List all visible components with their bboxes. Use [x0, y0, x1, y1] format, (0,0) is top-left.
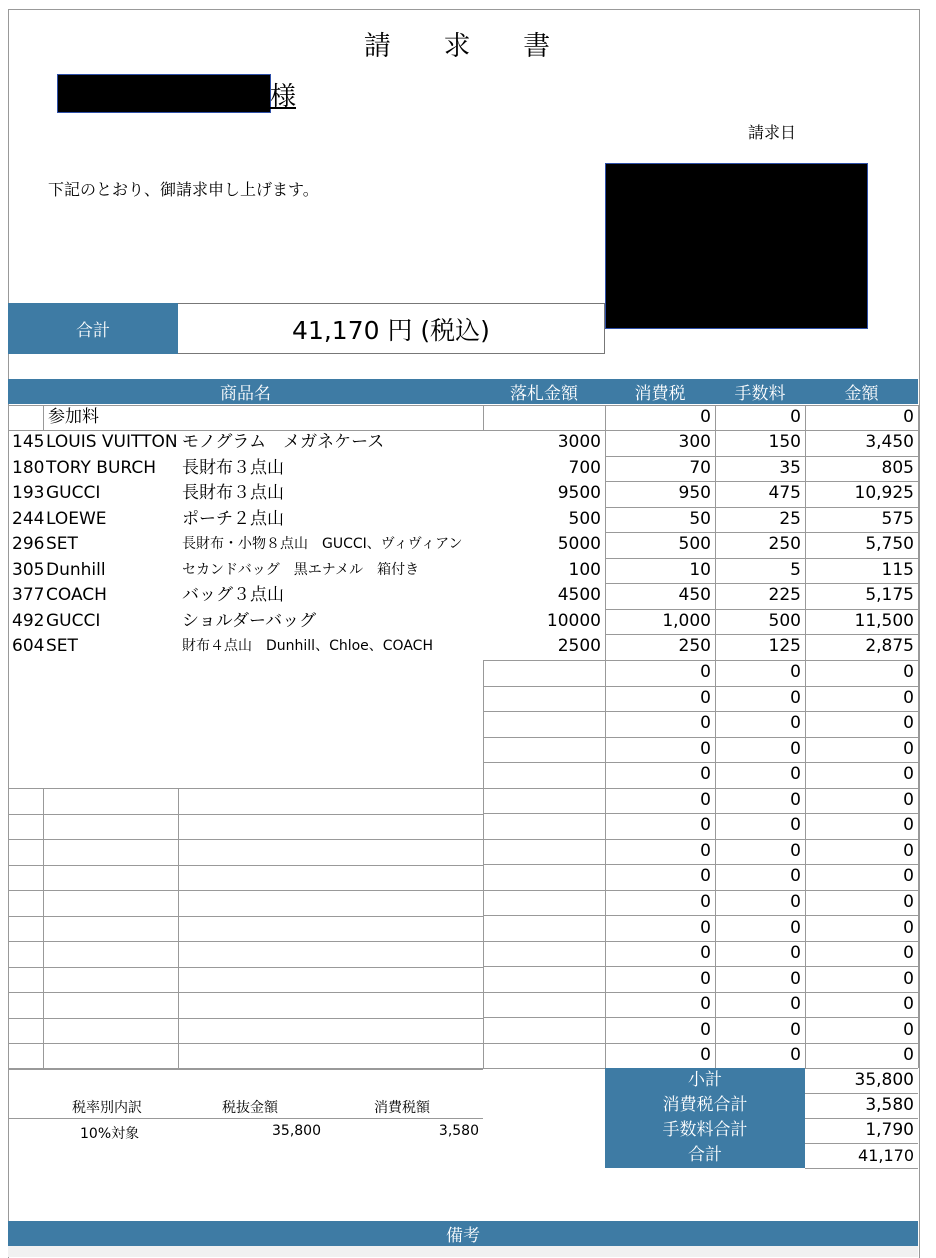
empty-amount: 0: [903, 840, 914, 861]
fee: 250: [768, 534, 801, 554]
grid-line: [8, 405, 918, 406]
empty-table-row: [8, 711, 918, 736]
empty-table-row: [8, 864, 918, 889]
empty-fee: 0: [790, 713, 801, 734]
lot-number: 492: [12, 610, 45, 631]
empty-tax: 0: [700, 713, 711, 734]
lot-number: 305: [12, 559, 45, 580]
bid-amount: 5000: [557, 534, 601, 554]
empty-amount: 0: [903, 1045, 914, 1066]
grid-line: [8, 788, 9, 1068]
empty-fee: 0: [790, 866, 801, 887]
item-description: ショルダーバッグ: [182, 610, 317, 631]
empty-amount: 0: [903, 891, 914, 912]
brand-name: GUCCI: [46, 610, 101, 631]
brand-name: GUCCI: [46, 483, 101, 503]
empty-tax: 0: [700, 891, 711, 912]
bid-amount: 100: [568, 559, 601, 580]
honorific: 様: [270, 82, 297, 112]
header-fee: 手数料: [715, 379, 805, 404]
lot-number: 193: [12, 483, 45, 503]
table-row: [8, 634, 918, 659]
notes-header: 備考: [8, 1221, 918, 1246]
grid-line: [605, 609, 918, 610]
invoice-title: 請 求 書: [363, 31, 573, 62]
fee: 35: [779, 457, 801, 478]
table-row: [8, 583, 918, 608]
tax-total-value: 3,580: [865, 1095, 914, 1115]
grid-line: [605, 481, 918, 482]
bid-amount: 4500: [557, 585, 601, 605]
empty-table-row: [8, 916, 918, 941]
grid-line: [8, 992, 483, 993]
empty-amount: 0: [903, 662, 914, 682]
empty-fee: 0: [790, 943, 801, 964]
table-row: [8, 532, 918, 557]
grid-line: [8, 865, 483, 866]
grid-line: [8, 814, 483, 815]
lot-number: 244: [12, 508, 45, 529]
consumption-tax: 250: [678, 636, 711, 656]
grid-line: [605, 532, 918, 533]
empty-fee: 0: [790, 891, 801, 912]
empty-tax: 0: [700, 1019, 711, 1040]
empty-fee: 0: [790, 917, 801, 938]
grid-line: [8, 941, 483, 942]
empty-table-row: [8, 788, 918, 813]
item-description: モノグラム メガネケース: [182, 432, 385, 452]
table-row: [8, 481, 918, 506]
participation-fee-tax: 0: [700, 407, 711, 427]
grid-line: [483, 1043, 918, 1044]
grid-line: [8, 405, 9, 430]
summary-divider: [805, 1118, 918, 1119]
consumption-tax: 10: [689, 559, 711, 580]
consumption-tax: 300: [678, 432, 711, 452]
empty-tax: 0: [700, 815, 711, 836]
grid-line: [483, 686, 918, 687]
empty-table-row: [8, 890, 918, 915]
participation-fee-label: 参加料: [48, 407, 99, 427]
empty-tax: 0: [700, 1045, 711, 1066]
tax-breakdown-divider: [8, 1118, 483, 1119]
empty-amount: 0: [903, 713, 914, 734]
grid-line: [483, 890, 918, 891]
grand-total-value: 41,170: [858, 1146, 914, 1165]
empty-fee: 0: [790, 815, 801, 836]
header-item-name: 商品名: [8, 379, 483, 404]
empty-fee: 0: [790, 1045, 801, 1066]
redacted-customer-name: [57, 74, 271, 113]
notes-area: [8, 1246, 918, 1257]
empty-fee: 0: [790, 662, 801, 682]
fee-total-label: 手数料合計: [605, 1118, 805, 1143]
item-description: セカンドバッグ 黒エナメル 箱付き: [182, 561, 420, 578]
empty-tax: 0: [700, 968, 711, 989]
empty-table-row: [8, 839, 918, 864]
total-amount: 41,170 円 (税込): [178, 303, 605, 354]
grid-line: [483, 813, 918, 814]
participation-fee-amount: 0: [903, 407, 914, 427]
intro-text: 下記のとおり、御請求申し上げます。: [48, 180, 319, 199]
brand-name: TORY BURCH: [46, 457, 157, 478]
empty-amount: 0: [903, 738, 914, 759]
empty-tax: 0: [700, 738, 711, 759]
empty-amount: 0: [903, 687, 914, 708]
grid-line: [483, 737, 918, 738]
brand-name: LOUIS VUITTON: [46, 432, 178, 452]
grid-line: [483, 941, 918, 942]
consumption-tax: 450: [678, 585, 711, 605]
grid-line: [483, 405, 484, 430]
grid-line: [483, 966, 918, 967]
amount: 11,500: [854, 610, 914, 631]
consumption-tax: 950: [678, 483, 711, 503]
grid-line: [483, 762, 918, 763]
brand-name: SET: [46, 636, 78, 656]
tax-breakdown-header: 税率別内訳: [72, 1100, 142, 1116]
amount: 5,750: [865, 534, 914, 554]
grid-line: [483, 788, 918, 789]
fee-total-value: 1,790: [865, 1120, 914, 1140]
grid-line: [483, 660, 484, 1068]
empty-table-row: [8, 967, 918, 992]
grid-line: [483, 1017, 918, 1018]
lot-number: 604: [12, 636, 45, 656]
grid-line: [483, 839, 918, 840]
lot-number: 145: [12, 432, 45, 452]
table-row: [8, 609, 918, 634]
empty-fee: 0: [790, 968, 801, 989]
header-bid-amount: 落札金額: [483, 379, 605, 404]
tax-breakdown-pretax: 35,800: [272, 1123, 321, 1139]
empty-amount: 0: [903, 1019, 914, 1040]
grid-line: [178, 788, 179, 1068]
grid-line: [8, 788, 483, 789]
brand-name: SET: [46, 534, 78, 554]
grid-line: [918, 405, 919, 1068]
grid-line: [8, 1043, 483, 1044]
empty-fee: 0: [790, 687, 801, 708]
empty-table-row: [8, 737, 918, 762]
empty-table-row: [8, 941, 918, 966]
empty-table-row: [8, 686, 918, 711]
grid-line: [605, 558, 918, 559]
empty-table-row: [8, 813, 918, 838]
table-row: [8, 507, 918, 532]
grid-line: [483, 711, 918, 712]
empty-fee: 0: [790, 764, 801, 785]
grid-line: [483, 992, 918, 993]
fee: 500: [768, 610, 801, 631]
fee: 475: [768, 483, 801, 503]
grid-line: [8, 967, 483, 968]
subtotal-value: 35,800: [854, 1070, 914, 1090]
tax-breakdown-tax: 3,580: [438, 1123, 479, 1139]
brand-name: Dunhill: [46, 559, 106, 580]
empty-table-row: [8, 660, 918, 685]
grid-line: [8, 839, 483, 840]
amount: 805: [881, 457, 914, 478]
amount: 115: [881, 559, 914, 580]
lot-number: 377: [12, 585, 45, 605]
item-description: 財布４点山 Dunhill、Chloe、COACH: [182, 638, 433, 654]
empty-tax: 0: [700, 687, 711, 708]
empty-amount: 0: [903, 943, 914, 964]
participation-fee-row: [8, 405, 918, 430]
empty-table-row: [8, 1043, 918, 1068]
brand-name: COACH: [46, 585, 107, 605]
empty-amount: 0: [903, 968, 914, 989]
empty-amount: 0: [903, 764, 914, 785]
empty-amount: 0: [903, 917, 914, 938]
lot-number: 296: [12, 534, 45, 554]
item-description: バッグ３点山: [182, 585, 284, 605]
empty-tax: 0: [700, 917, 711, 938]
header-consumption-tax: 消費税: [605, 379, 715, 404]
item-description: 長財布３点山: [182, 457, 284, 478]
grid-line: [605, 456, 918, 457]
fee: 150: [768, 432, 801, 452]
bid-amount: 10000: [546, 610, 601, 631]
empty-fee: 0: [790, 840, 801, 861]
grid-line: [605, 507, 918, 508]
subtotal-label: 小計: [605, 1068, 805, 1093]
tax-breakdown-pretax-header: 税抜金額: [222, 1100, 278, 1116]
summary-divider: [805, 1143, 918, 1144]
grand-total-label: 合計: [605, 1143, 805, 1168]
lot-number: 180: [12, 457, 45, 478]
empty-table-row: [8, 1018, 918, 1043]
amount: 3,450: [865, 432, 914, 452]
empty-fee: 0: [790, 789, 801, 810]
consumption-tax: 1,000: [662, 610, 711, 631]
tax-total-label: 消費税合計: [605, 1093, 805, 1118]
empty-fee: 0: [790, 994, 801, 1015]
fee: 225: [768, 585, 801, 605]
grid-line: [605, 583, 918, 584]
grid-line: [8, 1018, 483, 1019]
table-row: [8, 456, 918, 481]
grid-line: [8, 916, 483, 917]
consumption-tax: 500: [678, 534, 711, 554]
tax-rate-label: 10%対象: [80, 1126, 140, 1142]
item-description: 長財布３点山: [182, 483, 284, 503]
amount: 2,875: [865, 636, 914, 656]
fee: 125: [768, 636, 801, 656]
invoice-date-label: 請求日: [748, 123, 797, 142]
bid-amount: 700: [568, 457, 601, 478]
consumption-tax: 70: [689, 457, 711, 478]
bid-amount: 9500: [557, 483, 601, 503]
amount: 10,925: [854, 483, 914, 503]
brand-name: LOEWE: [46, 508, 107, 529]
empty-fee: 0: [790, 738, 801, 759]
empty-table-row: [8, 992, 918, 1017]
grid-line: [43, 405, 44, 430]
fee: 25: [779, 508, 801, 529]
bid-amount: 3000: [557, 432, 601, 452]
item-description: 長財布・小物８点山 GUCCI、ヴィヴィアン: [182, 536, 463, 552]
amount: 5,175: [865, 585, 914, 605]
amount: 575: [881, 508, 914, 529]
grid-line: [8, 890, 483, 891]
fee: 5: [790, 559, 801, 580]
grid-line: [483, 864, 918, 865]
summary-divider: [805, 1093, 918, 1094]
grid-line: [605, 634, 918, 635]
empty-tax: 0: [700, 866, 711, 887]
table-row: [8, 558, 918, 583]
grid-line: [605, 430, 918, 431]
empty-amount: 0: [903, 994, 914, 1015]
item-description: ポーチ２点山: [182, 508, 284, 529]
consumption-tax: 50: [689, 508, 711, 529]
participation-fee-fee: 0: [790, 407, 801, 427]
empty-amount: 0: [903, 789, 914, 810]
grid-line: [43, 788, 44, 1068]
bid-amount: 500: [568, 508, 601, 529]
table-row: [8, 430, 918, 455]
empty-tax: 0: [700, 789, 711, 810]
empty-tax: 0: [700, 943, 711, 964]
bid-amount: 2500: [557, 636, 601, 656]
grid-line: [483, 660, 918, 661]
total-label: 合計: [8, 303, 178, 354]
empty-tax: 0: [700, 662, 711, 682]
empty-amount: 0: [903, 815, 914, 836]
summary-divider: [805, 1168, 918, 1169]
empty-tax: 0: [700, 994, 711, 1015]
tax-breakdown-tax-header: 消費税額: [374, 1100, 430, 1116]
header-amount: 金額: [805, 379, 918, 404]
empty-tax: 0: [700, 764, 711, 785]
empty-tax: 0: [700, 840, 711, 861]
grid-line: [483, 915, 918, 916]
empty-fee: 0: [790, 1019, 801, 1040]
empty-table-row: [8, 762, 918, 787]
empty-amount: 0: [903, 866, 914, 887]
redacted-company-info: [605, 163, 868, 329]
